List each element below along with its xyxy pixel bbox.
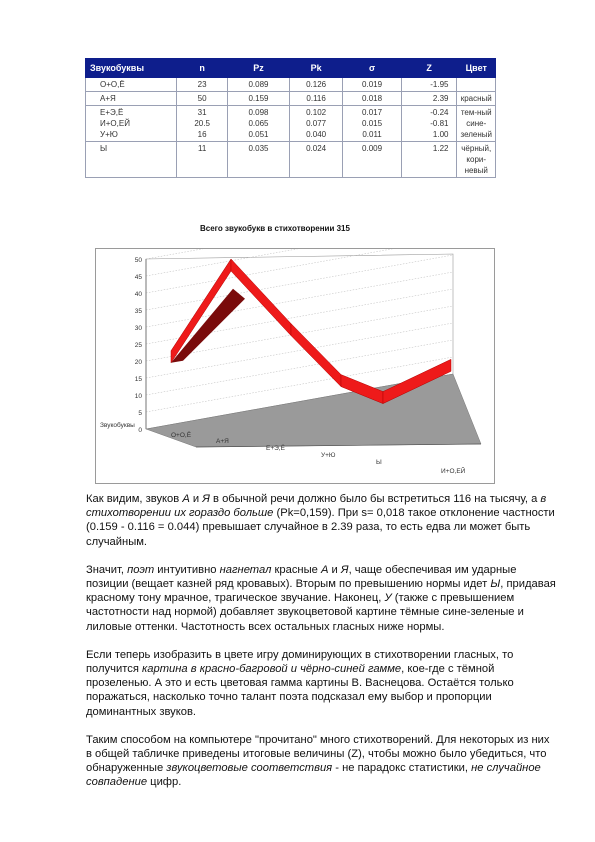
cell-line: 0.102 — [306, 108, 327, 117]
cell-line: 0.116 — [306, 94, 326, 103]
cell-line: -0.24 — [430, 108, 449, 117]
cell-line: 0.035 — [248, 144, 269, 153]
cell-line: 0.018 — [362, 94, 383, 103]
cell-line: сине- — [466, 119, 487, 128]
text-italic: Ы — [490, 578, 501, 591]
frequency-table — [85, 58, 496, 178]
col-header-n: n — [177, 59, 228, 78]
text-run: - не парадокс статистики, — [332, 762, 472, 775]
table-header-row — [86, 59, 496, 78]
cell-line: 0.089 — [248, 80, 269, 89]
text-run: , кое-где с тёмной прозеленью. А это и есть цветовая гамма картины В. Васнецова. Остаётся только поражаться, насколько точно талант поэта подсказал ему выбор и пропорции доминантных звуков. — [86, 663, 514, 718]
cell-line: кори-невый — [464, 155, 488, 175]
text-run: и — [189, 493, 203, 505]
text-italic: Я — [202, 493, 210, 505]
table-cell-pk — [289, 142, 342, 178]
text-run: Значит, — [86, 563, 128, 576]
cell-line: 23 — [197, 80, 207, 89]
table-cell-n — [177, 106, 228, 142]
table-cell-n — [177, 78, 228, 92]
paragraph-3 — [86, 648, 556, 719]
cell-line: чёрный, — [461, 144, 492, 153]
table-cell-z — [401, 78, 457, 92]
col-header-letters: Звукобуквы — [86, 59, 177, 78]
table-cell-z — [401, 106, 457, 142]
text-run: (также с превышением частотности над нормой) добавляет звукоцветовой картине тёмные сине-зеленые и лиловые оттенки. Частотность всех остальных гласных ниже нормы. — [86, 592, 524, 633]
table-cell-color — [457, 78, 496, 92]
table-cell-pz — [228, 78, 290, 92]
cell-line: У+Ю — [100, 130, 118, 139]
chart-y-tick-label: 25 — [134, 342, 142, 349]
chart-x-tick-label: Е+Э,Ё — [266, 445, 285, 452]
cell-line: 0.098 — [248, 108, 269, 117]
table-cell-color — [457, 142, 496, 178]
cell-line: 11 — [197, 144, 207, 153]
text-italic: звукоцветовые соответствия — [166, 762, 333, 775]
table-cell-color — [457, 92, 496, 106]
table-total: Всего звукобукв в стихотворении 315 — [200, 224, 350, 233]
text-italic: А — [320, 563, 329, 576]
col-header-color: Цвет — [457, 59, 496, 78]
cell-line: 20.5 — [194, 119, 210, 128]
chart-y-tick-label: 0 — [138, 427, 142, 434]
cell-line: зеленый — [460, 130, 492, 139]
table-row — [86, 142, 496, 178]
text-italic: не случайное совпадение — [86, 762, 541, 789]
table-cell-s — [343, 92, 401, 106]
col-header-pk: Pk — [289, 59, 342, 78]
cell-line: 0.051 — [248, 130, 269, 139]
text-italic: Я — [340, 563, 349, 576]
text-run: красные — [271, 563, 321, 576]
text-italic: А — [182, 493, 190, 505]
cell-line: 0.065 — [248, 119, 269, 128]
table-row — [86, 78, 496, 92]
cell-line: 16 — [197, 130, 207, 139]
table-cell-z — [401, 92, 457, 106]
cell-line: О+О,Ё — [100, 80, 125, 89]
cell-line: красный — [460, 94, 492, 103]
cell-line: тем-ный — [460, 108, 492, 117]
table-cell-z — [401, 142, 457, 178]
cell-line: 0.126 — [306, 80, 327, 89]
chart-row-label: Звукобуквы — [100, 422, 135, 429]
chart-y-tick-label: 15 — [134, 376, 142, 383]
table-row — [86, 92, 496, 106]
paragraph-4 — [86, 733, 556, 790]
cell-line: Е+Э,Ё — [100, 108, 124, 117]
table-cell-pz — [228, 92, 290, 106]
text-run: Если теперь изобразить в цвете игру доминирующих в стихотворении гласных, то получится — [86, 648, 514, 676]
chart-x-tick-label: О+О,Ё — [171, 432, 192, 439]
text-run: интуитивно — [154, 563, 220, 576]
table-cell-color — [457, 106, 496, 142]
chart-y-tick-label: 45 — [134, 274, 142, 281]
table-cell-pk — [289, 106, 342, 142]
cell-line: 0.024 — [306, 144, 327, 153]
cell-line: А+Я — [100, 94, 116, 103]
chart-y-tick-label: 30 — [134, 325, 142, 332]
text-run: , чаще обеспечивая им ударные позиции (вещает казней ряд кровавых). Вторым по превышению нормы идет — [86, 563, 517, 591]
body-text — [86, 492, 556, 804]
chart-y-tick-label: 10 — [134, 393, 142, 400]
text-italic: У — [384, 592, 392, 605]
table-cell-s — [343, 106, 401, 142]
chart-x-tick-label: У+Ю — [321, 452, 336, 459]
table-cell-letters — [86, 92, 177, 106]
cell-line: 0.011 — [362, 130, 382, 139]
text-run: в обычной речи должно было бы встретиться 116 на тысячу, а — [209, 493, 541, 505]
col-header-pz: Pz — [228, 59, 290, 78]
chart-x-tick-label: И+О,ЕЙ — [441, 468, 466, 475]
text-run: , придавая красному тону мрачное, трагическое звучание. Наконец, — [86, 578, 556, 605]
text-run: цифр. — [147, 776, 182, 789]
table-cell-s — [343, 78, 401, 92]
chart-y-tick-label: 20 — [134, 359, 142, 366]
cell-line: 1.22 — [432, 144, 449, 153]
cell-line: 0.017 — [362, 108, 383, 117]
chart-y-tick-label: 40 — [134, 291, 142, 298]
cell-line: 31 — [197, 108, 207, 117]
col-header-sigma: σ — [343, 59, 401, 78]
cell-line: Ы — [100, 144, 108, 153]
cell-line: 1.00 — [432, 130, 449, 139]
cell-line: 2.39 — [432, 94, 449, 103]
cell-line: 0.159 — [248, 94, 269, 103]
col-header-z: Z — [401, 59, 457, 78]
paragraph-1 — [86, 492, 556, 549]
chart-x-tick-label: Ы — [376, 459, 382, 466]
text-italic: поэт — [127, 563, 155, 576]
cell-line: 0.019 — [362, 80, 383, 89]
text-italic: картина в красно-багровой и чёрно-синей гамме — [142, 663, 402, 676]
table-cell-n — [177, 92, 228, 106]
table-cell-pz — [228, 106, 290, 142]
table-cell-letters — [86, 78, 177, 92]
chart-y-tick-label: 35 — [134, 308, 142, 315]
text-run: Таким способом на компьютере "прочитано" много стихотворений. Для некоторых из них в общей табличке приведены итоговые величины (Z), чтобы можно было убедиться, что обнаруженные — [86, 733, 550, 775]
cell-line: 0.009 — [362, 144, 383, 153]
table-row — [86, 106, 496, 142]
table-cell-letters — [86, 106, 177, 142]
table-cell-s — [343, 142, 401, 178]
text-italic: в стихотворении их гораздо больше — [86, 493, 547, 520]
chart-canvas — [96, 249, 494, 483]
cell-line: 0.077 — [306, 119, 327, 128]
text-run: (Pk=0,159). При s= 0,018 такое отклонение частности (0.159 - 0.116 = 0.044) превышает случайное в 2.39 раза, то есть едва ли может быть случайным. — [86, 507, 555, 548]
chart-x-tick-label: А+Я — [216, 438, 229, 445]
table-cell-pz — [228, 142, 290, 178]
cell-line: 0.015 — [362, 119, 383, 128]
cell-line: -1.95 — [430, 80, 449, 89]
table-cell-pk — [289, 78, 342, 92]
table-cell-n — [177, 142, 228, 178]
cell-line: И+О,ЕЙ — [100, 119, 130, 128]
cell-line: 0.040 — [306, 130, 327, 139]
paragraph-2 — [86, 563, 556, 634]
chart-y-tick-label: 50 — [134, 257, 142, 264]
cell-line: 50 — [197, 94, 207, 103]
text-run: Как видим, звуков — [86, 493, 183, 505]
cell-line: -0.81 — [430, 119, 449, 128]
text-italic: нагнетал — [219, 563, 272, 576]
table-cell-pk — [289, 92, 342, 106]
chart-y-tick-label: 5 — [138, 410, 142, 417]
text-run: и — [328, 563, 341, 576]
frequency-chart — [95, 248, 495, 484]
table-cell-letters — [86, 142, 177, 178]
